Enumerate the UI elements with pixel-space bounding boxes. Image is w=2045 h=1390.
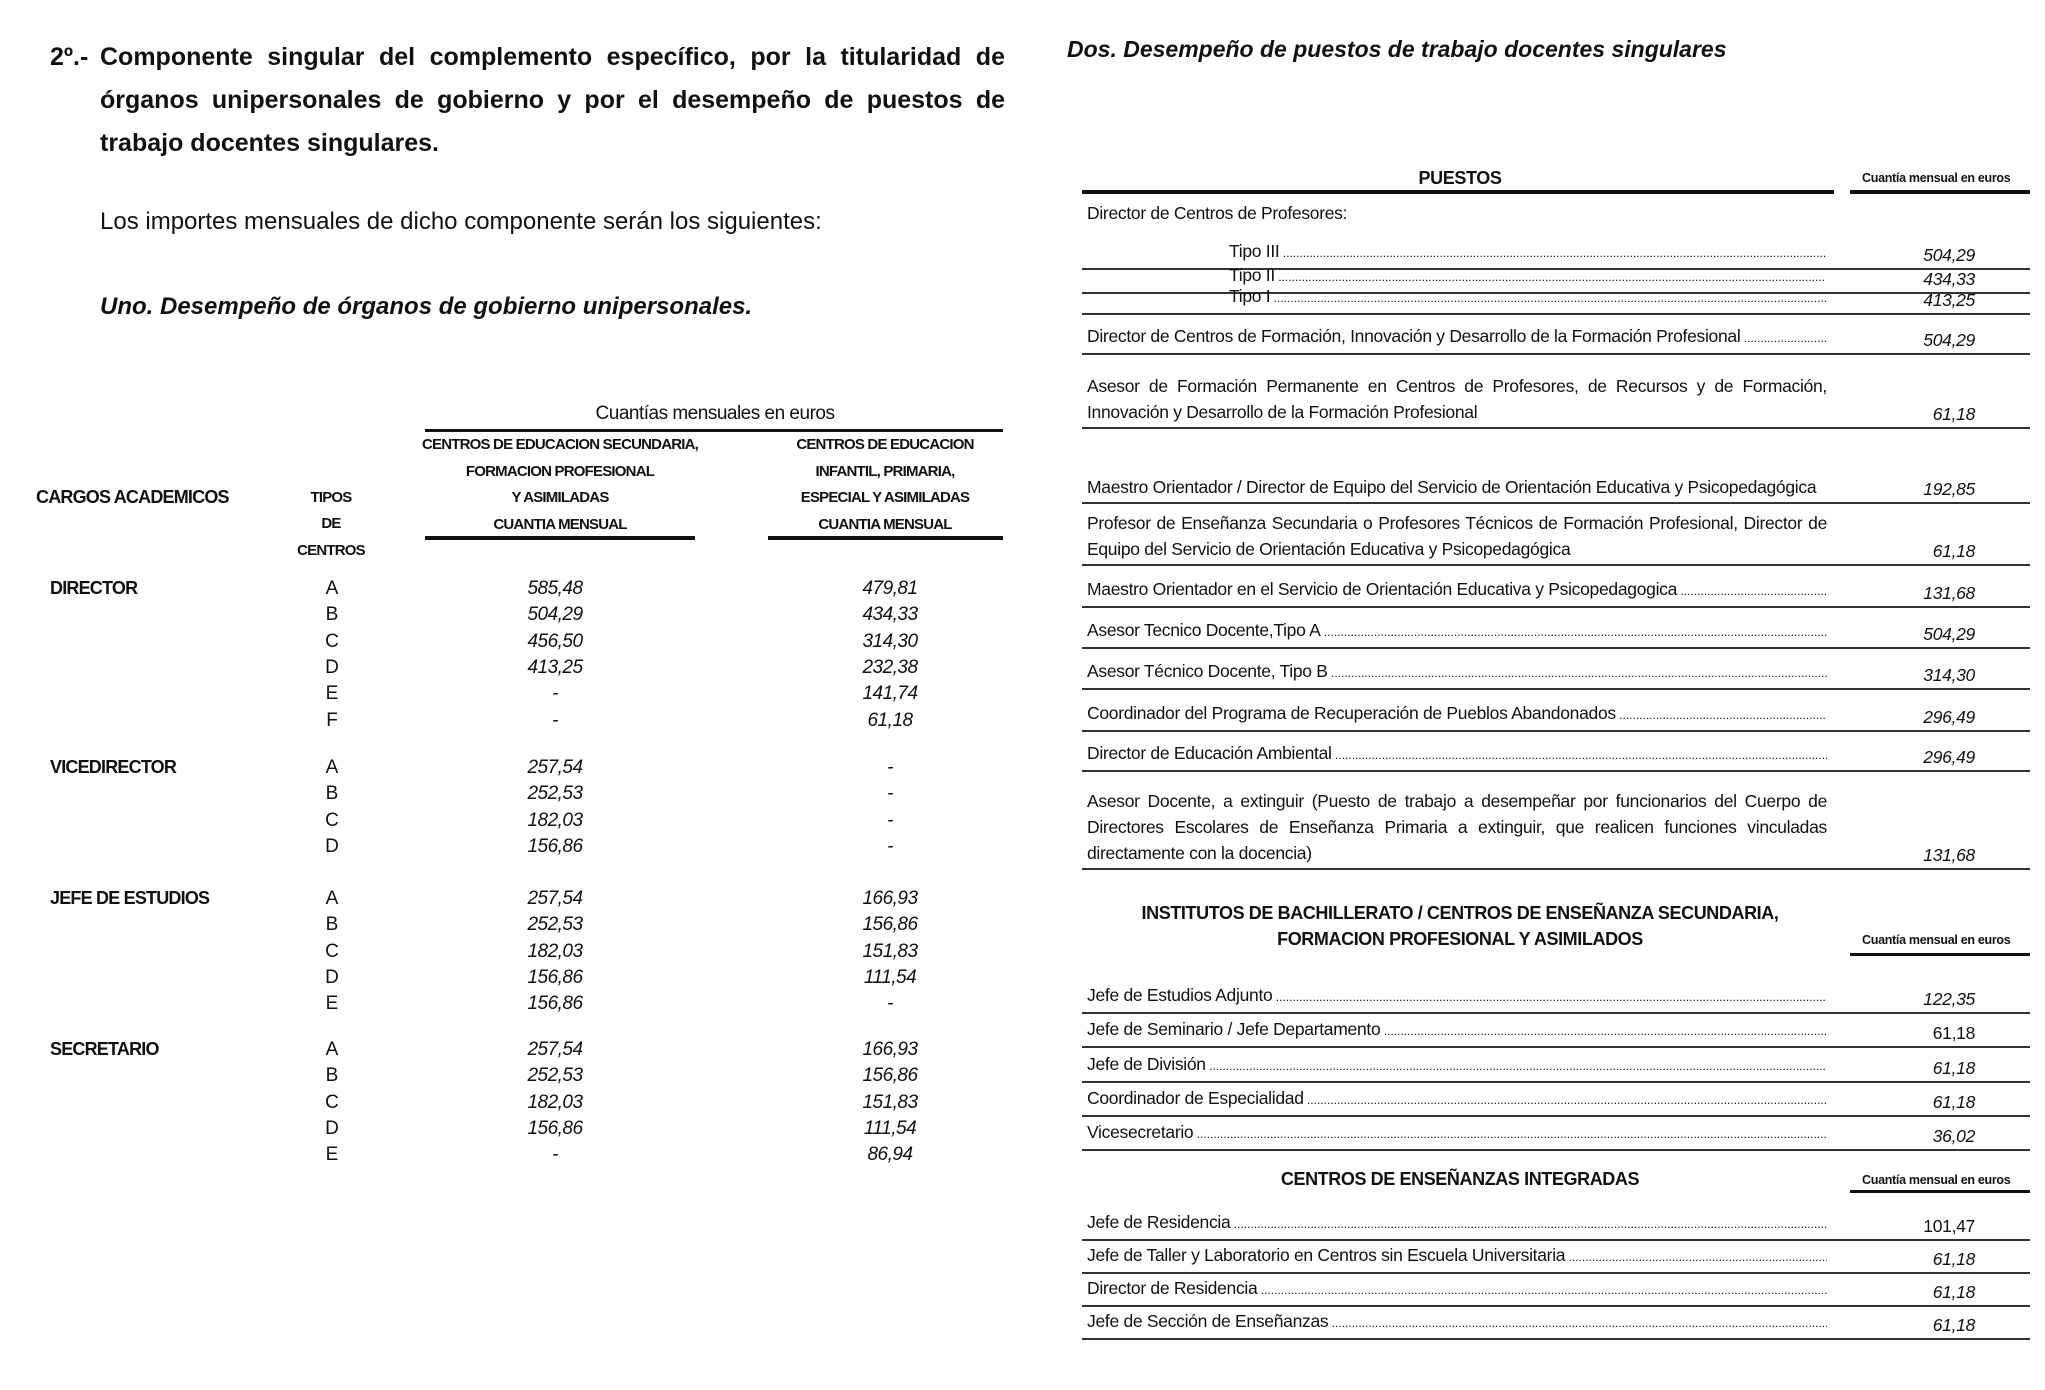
table-row: [1082, 355, 2030, 429]
row-amount: 504,29: [1923, 330, 1975, 350]
secundaria-amount: 257,54: [527, 888, 583, 909]
secundaria-amount: 456,50: [527, 630, 583, 652]
secundaria-amount: 156,86: [527, 966, 583, 988]
row-label: Profesor de Enseñanza Secundaria o Profesores Técnicos de Formación Profesional, Director de Equipo del Servicio de Orientación Educativa y Psicopedagógica: [1087, 513, 1827, 559]
row-amount: 36,02: [1932, 1126, 1975, 1146]
table-row: [1082, 286, 2030, 315]
col-header-tipos-line: DE: [321, 515, 341, 532]
primaria-amount: 232,38: [862, 656, 918, 678]
section-dos-title: Dos. Desempeño de puestos de trabajo docentes singulares: [1067, 36, 1727, 62]
row-label: Jefe de Sección de Enseñanzas .....: [1087, 1308, 1827, 1336]
tipo-cell: B: [325, 783, 339, 805]
secundaria-amount: 156,86: [527, 993, 583, 1015]
table-row: [1082, 1117, 2030, 1151]
secundaria-amount: 252,53: [527, 1065, 583, 1087]
row-label: Director de Educación Ambiental .....: [1087, 740, 1827, 768]
primaria-amount: 151,83: [862, 1091, 918, 1113]
row-label: Tipo II .....: [1229, 262, 1826, 290]
table-row: [1082, 732, 2030, 772]
row-label: Maestro Orientador / Director de Equipo del Servicio de Orientación Educativa y Psicopedagógica: [1087, 477, 1817, 497]
table-row: [1082, 608, 2030, 649]
integradas-amount-header: Cuantía mensual en euros: [1862, 1173, 2011, 1187]
institutos-amount-header: Cuantía mensual en euros: [1862, 933, 2011, 947]
institutos-header-line: FORMACION PROFESIONAL Y ASIMILADOS: [1277, 929, 1643, 949]
col-header-line: INFANTIL, PRIMARIA,: [815, 462, 955, 480]
row-label: Jefe de Seminario / Jefe Departamento .....: [1087, 1016, 1827, 1044]
integradas-header: CENTROS DE ENSEÑANZAS INTEGRADAS: [1280, 1169, 1640, 1189]
primaria-amount: 166,93: [862, 888, 918, 909]
row-label: Jefe de División .....: [1087, 1051, 1827, 1079]
row-amount: 192,85: [1923, 479, 1975, 499]
primaria-amount: -: [887, 783, 893, 805]
table-row: [1082, 1014, 2030, 1048]
cargo-label: DIRECTOR: [50, 578, 138, 598]
primaria-amount: 166,93: [862, 1039, 918, 1060]
row-label: Asesor Tecnico Docente,Tipo A .....: [1087, 617, 1827, 645]
tipo-cell: C: [325, 809, 339, 831]
row-label: Tipo III .....: [1229, 238, 1826, 266]
tipo-cell: D: [325, 966, 339, 988]
row-amount: 314,30: [1923, 665, 1975, 685]
row-amount: 61,18: [1932, 1092, 1975, 1112]
integradas-amount-rule: [1850, 1190, 2030, 1193]
secundaria-amount: -: [552, 683, 558, 705]
row-amount: 122,35: [1923, 989, 1975, 1009]
row-amount: 101,47: [1923, 1216, 1975, 1236]
tipo-cell: A: [325, 888, 339, 909]
tipo-cell: E: [325, 683, 339, 705]
puestos-header: PUESTOS: [1418, 168, 1502, 188]
row-label: Jefe de Estudios Adjunto .....: [1087, 982, 1827, 1010]
section-uno-title: Uno. Desempeño de órganos de gobierno unipersonales.: [100, 293, 753, 320]
col-header-cargos: CARGOS ACADEMICOS: [36, 487, 229, 507]
row-amount: 61,18: [1932, 1023, 1975, 1043]
row-label: Director de Centros de Formación, Innovación y Desarrollo de la Formación Profesional .....: [1087, 323, 1827, 351]
row-label: Asesor Docente, a extinguir (Puesto de trabajo a desempeñar por funcionarios del Cuerpo de Directores Escolares de Enseñanza Primaria a extinguir, que realicen funciones vinculadas directamente con la docencia): [1087, 791, 1827, 863]
cargo-label: VICEDIRECTOR: [50, 757, 177, 777]
table-row: [1082, 429, 2030, 504]
primaria-amount: 86,94: [867, 1144, 913, 1166]
row-label: Maestro Orientador en el Servicio de Orientación Educativa y Psicopedagogica .....: [1087, 576, 1827, 604]
secundaria-amount: -: [552, 1144, 558, 1166]
section-heading: [50, 36, 1005, 165]
col-header-line: CUANTIA MENSUAL: [493, 515, 627, 533]
secundaria-amount: 182,03: [527, 1091, 583, 1113]
col-header-tipos-line: TIPOS: [310, 488, 352, 506]
row-label: Jefe de Residencia .....: [1087, 1209, 1827, 1237]
primaria-amount: 156,86: [862, 1065, 918, 1087]
row-label: Jefe de Taller y Laboratorio en Centros sin Escuela Universitaria .....: [1087, 1242, 1827, 1270]
table-row: [1082, 1205, 2030, 1241]
secundaria-amount: 182,03: [527, 940, 583, 962]
row-amount: 61,18: [1932, 1282, 1975, 1302]
row-amount: 504,29: [1923, 245, 1975, 265]
tipo-cell: C: [325, 630, 339, 652]
tipo-cell: D: [325, 1117, 339, 1139]
table-row: [1082, 1274, 2030, 1307]
institutos-amount-rule: [1850, 953, 2030, 956]
table-row: [1082, 313, 2030, 355]
group-label: Director de Centros de Profesores:: [1087, 203, 1348, 223]
secundaria-amount: 252,53: [527, 783, 583, 805]
row-label: Asesor Técnico Docente, Tipo B .....: [1087, 658, 1827, 686]
row-label: Asesor de Formación Permanente en Centros de Profesores, de Recursos y de Formación, Innovación y Desarrollo de la Formación Profesional: [1087, 376, 1827, 422]
row-amount: 61,18: [1932, 1058, 1975, 1078]
row-amount: 434,33: [1923, 269, 1975, 289]
primaria-amount: 156,86: [862, 914, 918, 936]
secundaria-amount: 585,48: [527, 578, 583, 599]
table-row: [1082, 649, 2030, 690]
secundaria-amount: 504,29: [527, 604, 583, 626]
row-amount: 131,68: [1923, 845, 1975, 865]
heading-number: 2º.-: [50, 43, 89, 71]
table-row: [1082, 772, 2030, 870]
primaria-amount: 111,54: [863, 1117, 917, 1139]
secundaria-amount: 257,54: [527, 1039, 583, 1060]
col-header-line: FORMACION PROFESIONAL: [465, 462, 655, 480]
primaria-amount: 151,83: [862, 940, 918, 962]
table-row: [1082, 690, 2030, 732]
secundaria-amount: 252,53: [527, 914, 583, 936]
col-header-line: ESPECIAL Y ASIMILADAS: [800, 489, 970, 506]
tipo-cell: B: [325, 604, 339, 626]
col-header-line: Y ASIMILADAS: [511, 489, 609, 506]
secundaria-amount: -: [552, 709, 558, 731]
primaria-amount: 314,30: [862, 630, 918, 652]
row-label: Coordinador del Programa de Recuperación de Pueblos Abandonados .....: [1087, 700, 1827, 728]
col-header-line: CUANTIA MENSUAL: [818, 515, 952, 533]
col-header-tipos: [286, 458, 376, 564]
row-amount: 504,29: [1923, 624, 1975, 644]
table-row: [1082, 1241, 2030, 1274]
tipo-cell: C: [325, 1091, 339, 1113]
table-row: [1082, 1048, 2030, 1083]
tipo-cell: D: [325, 656, 339, 678]
primaria-amount: -: [887, 835, 893, 857]
header-rule-primaria: [768, 536, 1003, 540]
tipo-cell: C: [325, 940, 339, 962]
primaria-amount: 61,18: [867, 709, 913, 731]
cargo-label: JEFE DE ESTUDIOS: [50, 888, 210, 908]
col-header-primaria: [765, 432, 1005, 538]
row-label: Coordinador de Especialidad .....: [1087, 1085, 1827, 1113]
primaria-amount: 141,74: [862, 683, 918, 705]
cargo-label: SECRETARIO: [50, 1039, 159, 1059]
table-row: [1082, 504, 2030, 566]
institutos-header-line: INSTITUTOS DE BACHILLERATO / CENTROS DE ENSEÑANZA SECUNDARIA,: [1141, 903, 1779, 923]
col-header-line: CENTROS DE EDUCACION: [796, 436, 974, 453]
primaria-amount: -: [887, 993, 893, 1015]
table-title: Cuantías mensuales en euros: [595, 403, 835, 424]
primaria-amount: -: [887, 757, 893, 778]
row-label: Vicesecretario .....: [1087, 1119, 1827, 1147]
col-header-tipos-line: CENTROS: [297, 541, 365, 559]
tipo-cell: F: [326, 709, 338, 731]
row-amount: 296,49: [1923, 747, 1975, 767]
col-header-secundaria: [395, 432, 725, 538]
header-rule-secundaria: [425, 536, 695, 540]
secundaria-amount: 182,03: [527, 809, 583, 831]
tipo-cell: D: [325, 835, 339, 857]
tipo-cell: E: [325, 993, 339, 1015]
tipo-cell: A: [325, 578, 339, 599]
tipo-cell: A: [325, 1039, 339, 1060]
row-label: Tipo I .....: [1229, 283, 1826, 311]
intro-paragraph: Los importes mensuales de dicho componente serán los siguientes:: [100, 208, 822, 235]
puestos-amount-header: Cuantía mensual en euros: [1862, 171, 2011, 185]
row-label: Director de Residencia .....: [1087, 1275, 1827, 1303]
tipo-cell: A: [325, 757, 339, 778]
primaria-amount: -: [887, 809, 893, 831]
row-amount: 61,18: [1932, 541, 1975, 561]
institutos-header: [1085, 900, 1835, 952]
row-amount: 61,18: [1932, 1249, 1975, 1269]
tipo-cell: B: [325, 1065, 339, 1087]
primaria-amount: 111,54: [863, 966, 917, 988]
row-amount: 61,18: [1932, 1315, 1975, 1335]
secundaria-amount: 156,86: [527, 1117, 583, 1139]
secundaria-amount: 413,25: [527, 656, 583, 678]
table-row: [1082, 1307, 2030, 1340]
row-amount: 61,18: [1932, 404, 1975, 424]
tipo-cell: E: [325, 1144, 339, 1166]
secundaria-amount: 156,86: [527, 835, 583, 857]
puestos-amount-rule: [1850, 190, 2030, 194]
table-row: [1082, 566, 2030, 608]
primaria-amount: 434,33: [862, 604, 918, 626]
primaria-amount: 479,81: [862, 578, 918, 599]
row-amount: 131,68: [1923, 583, 1975, 603]
col-header-line: CENTROS DE EDUCACION SECUNDARIA,: [421, 436, 699, 453]
table-row: [1082, 1083, 2030, 1117]
row-amount: 296,49: [1923, 707, 1975, 727]
row-amount: 413,25: [1923, 290, 1975, 310]
tipo-cell: B: [325, 914, 339, 936]
puestos-header-rule: [1082, 190, 1834, 194]
table-row: [1082, 978, 2030, 1014]
secundaria-amount: 257,54: [527, 757, 583, 778]
heading-text: Componente singular del complemento específico, por la titularidad de órganos unipersonales de gobierno y por el desempeño de puestos de trabajo docentes singulares.: [100, 43, 1005, 157]
